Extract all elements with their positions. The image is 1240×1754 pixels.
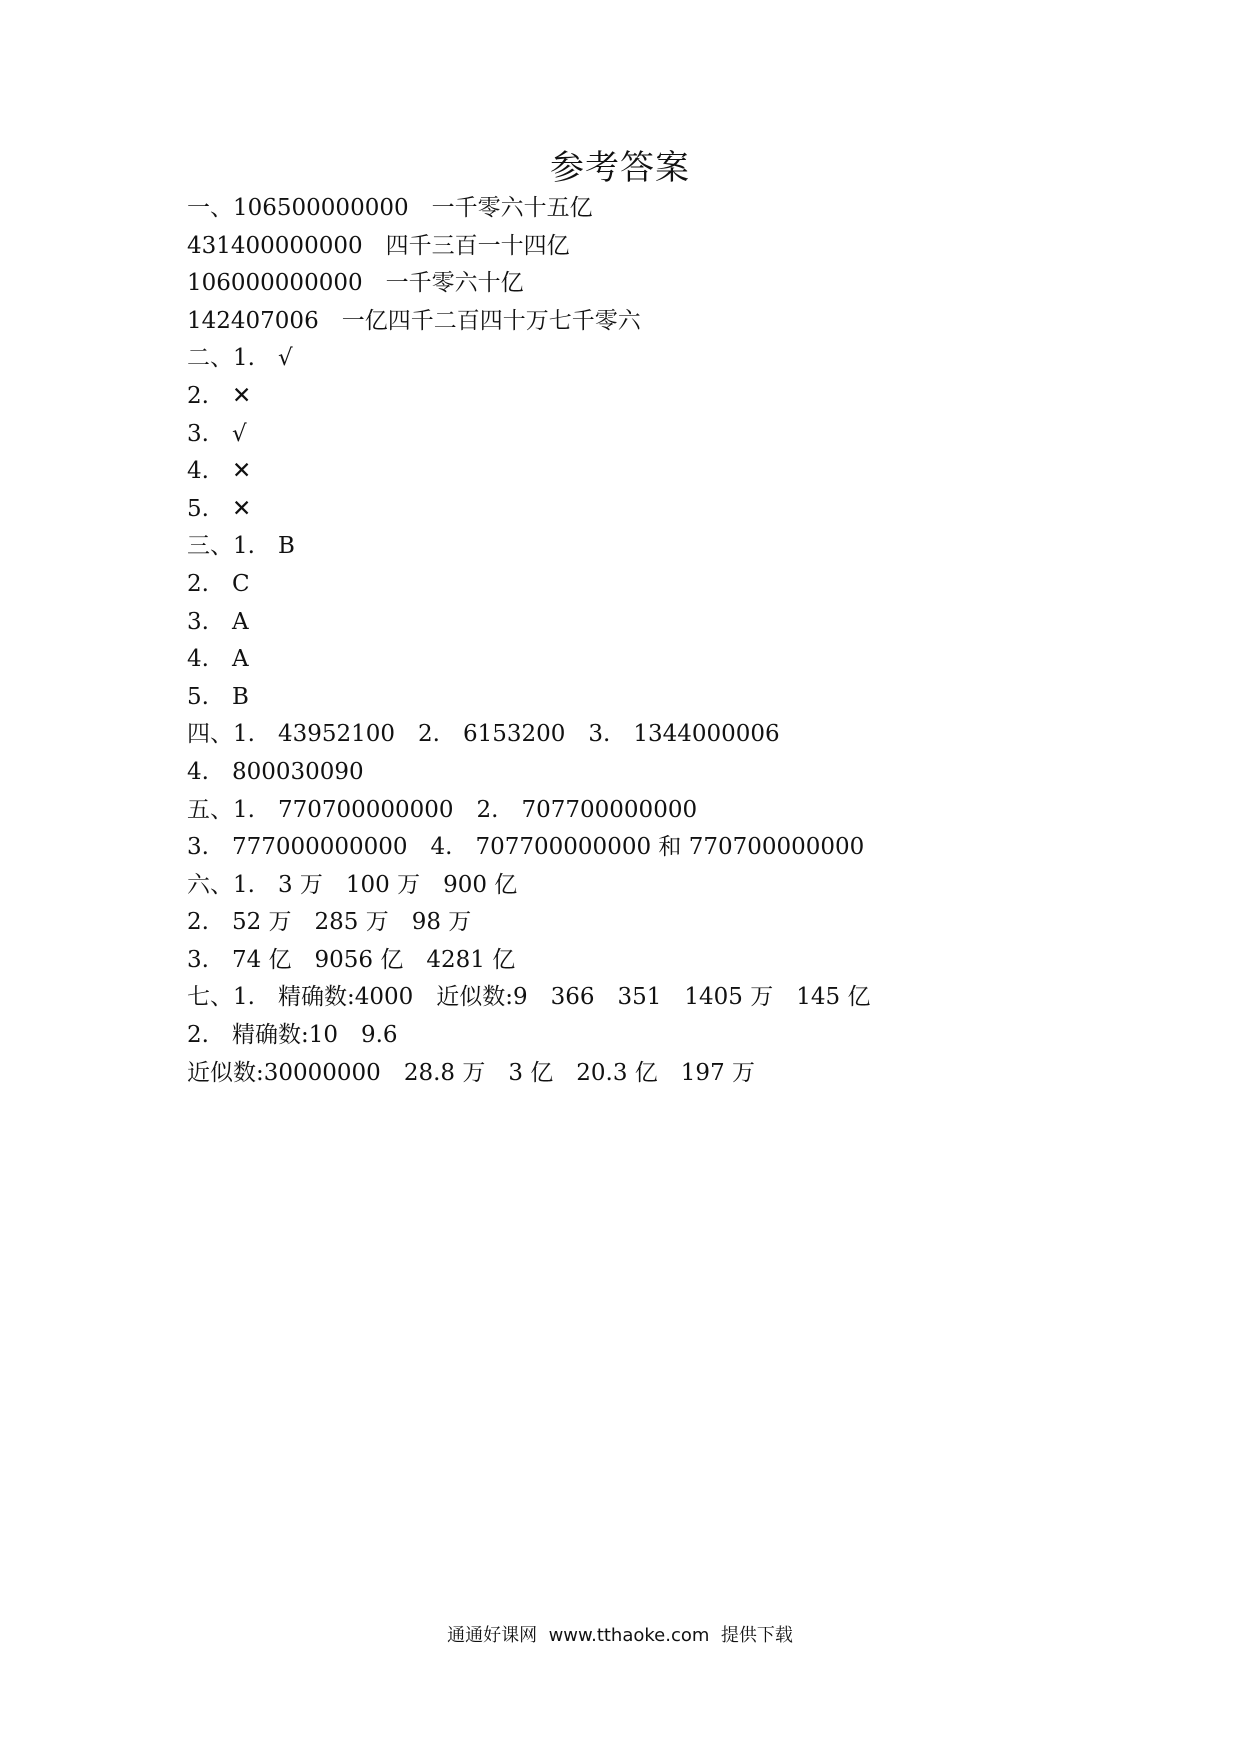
answer-line: 七、1. 精确数:4000 近似数:9 366 351 1405 万 145 亿	[187, 984, 871, 1011]
answer-line: 5. B	[187, 683, 249, 710]
page-footer: 通通好课网 www.tthaoke.com 提供下载	[447, 1625, 793, 1646]
answer-line: 142407006 一亿四千二百四十万七千零六	[187, 307, 641, 334]
answer-list	[187, 190, 1087, 1092]
answer-line: 2. 52 万 285 万 98 万	[187, 909, 472, 936]
page-title: 参考答案	[550, 148, 690, 188]
answer-line: 5. ✕	[187, 495, 252, 522]
answer-line: 近似数:30000000 28.8 万 3 亿 20.3 亿 197 万	[187, 1059, 756, 1086]
answer-line: 六、1. 3 万 100 万 900 亿	[187, 871, 518, 898]
answer-line: 3. √	[187, 420, 247, 447]
answer-line: 3. 777000000000 4. 707700000000 和 770700000000	[187, 834, 865, 861]
answer-line: 4. 800030090	[187, 758, 364, 785]
answer-line: 4. A	[187, 646, 249, 673]
answer-line: 3. A	[187, 608, 249, 635]
answer-line: 3. 74 亿 9056 亿 4281 亿	[187, 946, 516, 973]
answer-line: 2. C	[187, 570, 250, 597]
answer-line: 2. ✕	[187, 382, 252, 409]
answer-line: 2. 精确数:10 9.6	[187, 1022, 398, 1049]
answer-line: 106000000000 一千零六十亿	[187, 270, 524, 297]
answer-line: 三、1. B	[187, 533, 295, 560]
answer-line: 431400000000 四千三百一十四亿	[187, 232, 570, 259]
answer-line: 二、1. √	[187, 345, 293, 372]
answer-line: 一、106500000000 一千零六十五亿	[187, 195, 593, 221]
answer-line: 四、1. 43952100 2. 6153200 3. 1344000006	[187, 721, 780, 748]
answer-line: 五、1. 770700000000 2. 707700000000	[187, 796, 698, 823]
answer-line: 4. ✕	[187, 458, 252, 485]
